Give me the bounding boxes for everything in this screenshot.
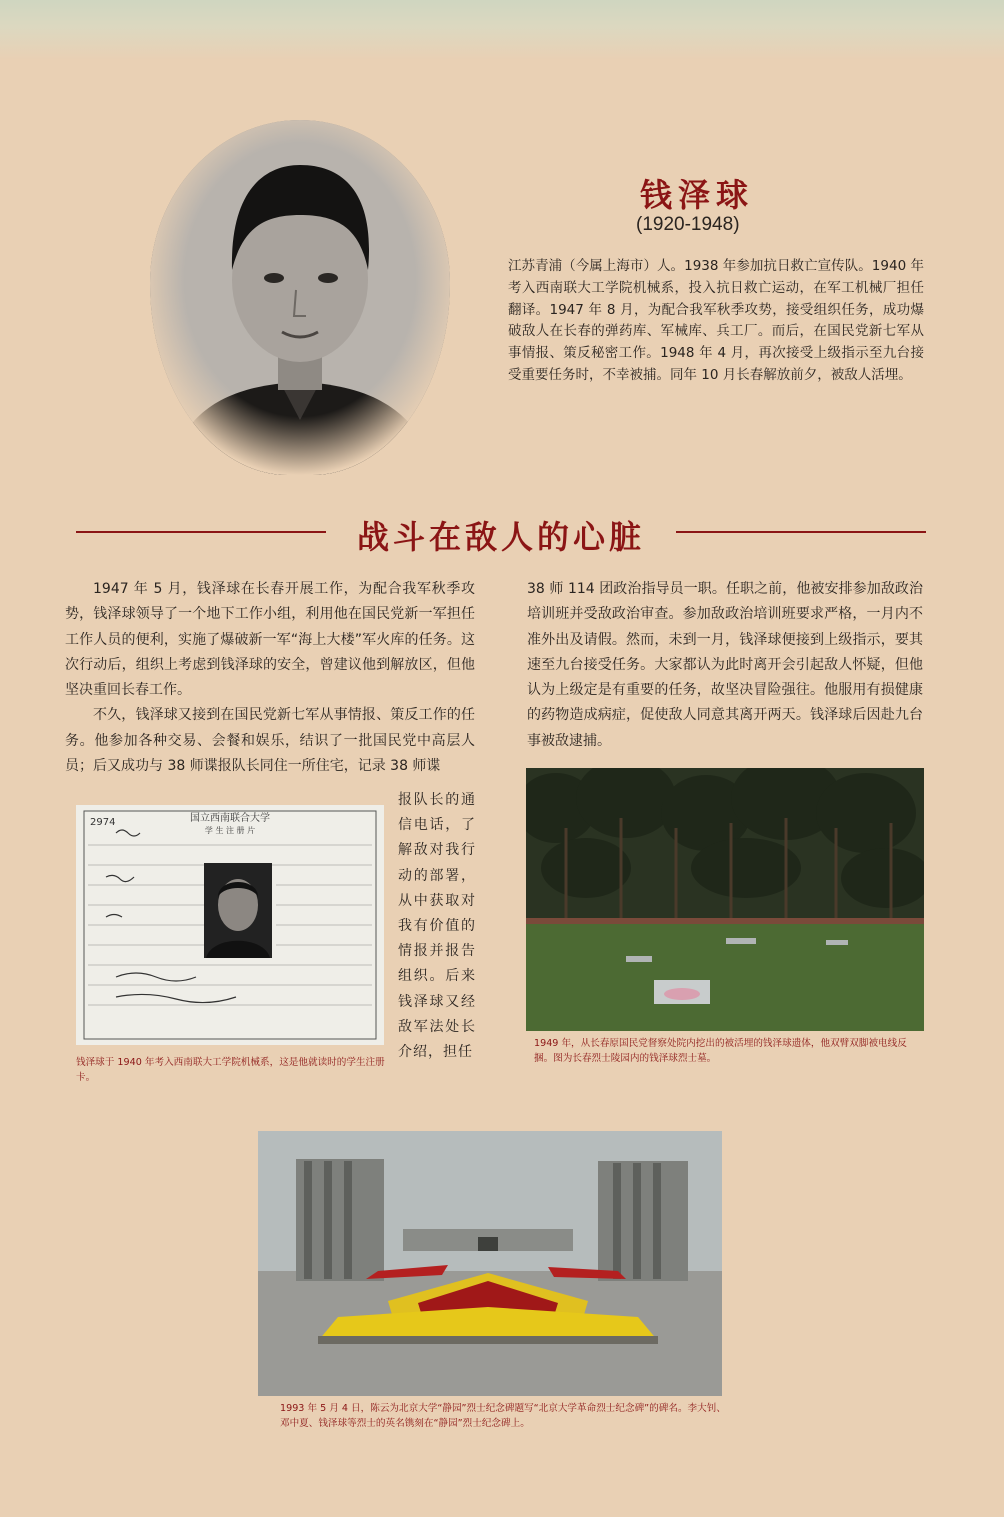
memorial-park-photo xyxy=(258,1131,722,1396)
section-divider-right xyxy=(676,531,926,533)
forest-tomb-illustration xyxy=(526,768,924,1031)
card-subheader: 学 生 注 册 片 xyxy=(204,826,256,835)
memorial-photo-caption: 1993 年 5 月 4 日，陈云为北京大学“静园”烈士纪念碑题写“北京大学革命烈士纪念碑”的碑名。李大钊、邓中夏、钱泽球等烈士的英名镌刻在“静园”烈士纪念碑上。 xyxy=(280,1403,726,1429)
section-divider-left xyxy=(76,531,326,533)
paragraph-2-continuation: 报队长的通信电话，了解敌对我行动的部署，从中获取对我有价值的情报并报告组织。后来钱泽球又经敌军法处长介绍，担任 xyxy=(398,792,476,1061)
right-column-text xyxy=(527,577,923,754)
portrait-photo xyxy=(150,120,450,475)
person-years: (1920-1948) xyxy=(636,214,740,235)
top-decorative-band xyxy=(0,0,1004,60)
person-name: 钱泽球 xyxy=(640,176,755,214)
martyr-tomb-photo xyxy=(526,768,924,1031)
registration-card-photo xyxy=(76,805,384,1045)
paragraph-2: 不久，钱泽球又接到在国民党新七军从事情报、策反工作的任务。他参加各种交易、会餐和娱乐，结识了一批国民党中高层人员；后又成功与 38 师谍报队长同住一所住宅，记录 38 师谍 xyxy=(65,707,475,775)
paragraph-3: 38 师 114 团政治指导员一职。任职之前，他被安排参加敌政治培训班并受敌政治审查。参加敌政治培训班要求严格，一月内不准外出及请假。然而，未到一月，钱泽球便接到上级指示，要其速至九台接受任务。大家都认为此时离开会引起敌人怀疑，但他认为上级定是有重要的任务，故坚决冒险强往。他服用有损健康的药物造成病症，促使敌人同意其离开两天。钱泽球后因赴九台事被敌逮捕。 xyxy=(527,581,923,749)
paragraph-1: 1947 年 5 月，钱泽球在长春开展工作，为配合我军秋季攻势，钱泽球领导了一个地下工作小组，利用他在国民党新一军担任工作人员的便利，实施了爆破新一军“海上大楼”军火库的任务。这次行动后，组织上考虑到钱泽球的安全，曾建议他到解放区，但他坚决重回长春工作。 xyxy=(65,581,475,699)
memorial-park-illustration xyxy=(258,1131,722,1396)
portrait-illustration xyxy=(150,120,450,475)
tomb-photo-caption: 1949 年，从长春原国民党督察处院内挖出的被活埋的钱泽球遗体，他双臂双脚被电线反捆。图为长春烈士陵园内的钱泽球烈士墓。 xyxy=(534,1038,907,1064)
registration-card-illustration xyxy=(76,805,384,1045)
section-title: 战斗在敌人的心脏 xyxy=(356,518,645,556)
left-column-text xyxy=(65,577,475,779)
card-header: 国立西南联合大学 xyxy=(190,813,270,824)
person-bio: 江苏青浦（今属上海市）人。1938 年参加抗日救亡宣传队。1940 年考入西南联大工学院机械系，投入抗日救亡运动，在军工机械厂担任翻译。1947 年 8 月，为配合我军秋季攻势，接受组织任务，成功爆破敌人在长春的弹药库、军械库、兵工厂。而后，在国民党新七军从事情报、策反秘密工作。1948 年 4 月，再次接受上级指示至九台接受重要任务时，不幸被捕。同年 10 月长春解放前夕，被敌人活埋。 xyxy=(508,258,924,383)
card-number: 2974 xyxy=(90,817,116,828)
registration-caption: 钱泽球于 1940 年考入西南联大工学院机械系，这是他就读时的学生注册卡。 xyxy=(76,1057,385,1083)
